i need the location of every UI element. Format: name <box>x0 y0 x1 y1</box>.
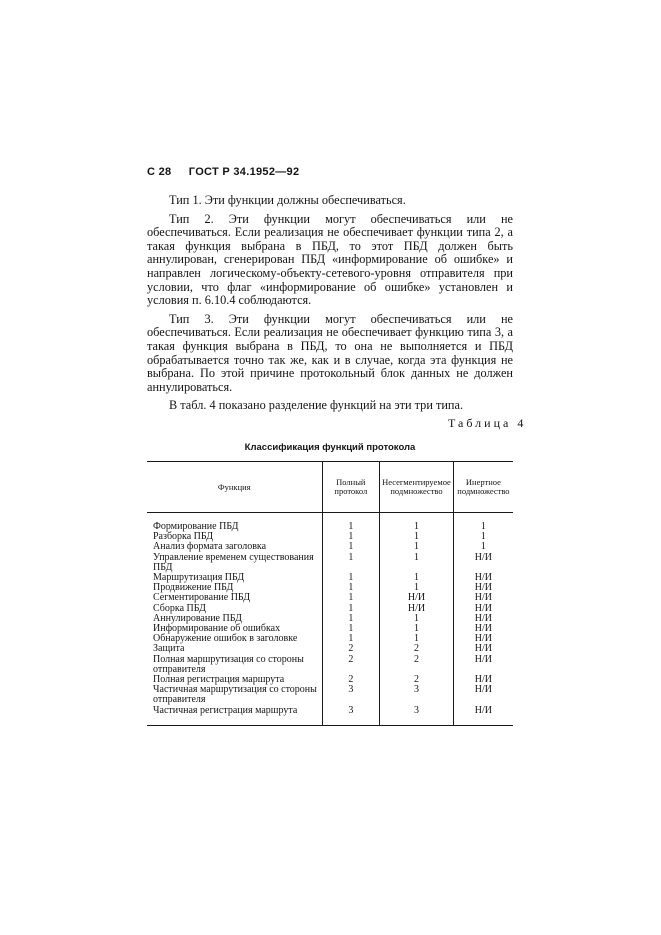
classification-cell: Н/И <box>453 593 513 603</box>
function-name-cell: Сегментирование ПБД <box>153 592 251 604</box>
classification-cell: 1 <box>453 513 513 533</box>
classification-cell: 1 <box>322 542 380 552</box>
function-name-cell: Защита <box>153 643 185 655</box>
classification-cell: Н/И <box>453 655 513 675</box>
function-name-cell: Полная маршрутизация со стороны отправителя <box>153 653 304 675</box>
function-name-cell: Аннулирование ПБД <box>153 612 242 624</box>
classification-cell: 1 <box>322 553 380 573</box>
column-header-inactive-subset: Инертное подмножество <box>453 462 513 513</box>
function-name-cell: Анализ формата заголовка <box>153 541 267 553</box>
classification-cell: Н/И <box>453 675 513 685</box>
table-row <box>147 655 513 675</box>
classification-cell: 1 <box>322 593 380 603</box>
classification-cell: 2 <box>322 644 380 654</box>
classification-cell: 1 <box>380 553 454 573</box>
classification-cell: Н/И <box>453 573 513 583</box>
paragraph-type-3: Тип 3. Эти функции могут обеспечиваться или не обеспечиваться. Если реализация не обеспечивает функцию типа 3, а такая функция выбрана в ПБД, то она не выполняется и ПБД обрабатывается точно так же, как и в случае, когда эта функция не выбрана. По этой причине протокольный блок данных не должен аннулироваться. <box>147 311 513 394</box>
classification-cell: 2 <box>380 644 454 654</box>
classification-cell: 1 <box>322 532 380 542</box>
protocol-functions-table <box>147 461 513 726</box>
standard-number: ГОСТ Р 34.1952—92 <box>188 166 300 178</box>
function-name-cell: Полная регистрация маршрута <box>153 674 285 686</box>
function-name-cell: Частичная маршрутизация со стороны отправителя <box>153 684 317 706</box>
classification-cell: 3 <box>380 706 454 726</box>
classification-cell: Н/И <box>453 706 513 726</box>
classification-cell: 1 <box>380 614 454 624</box>
paragraph-type-2: Тип 2. Эти функции могут обеспечиваться или не обеспечиваться. Если реализация не обеспечивает функции типа 2, а такая функция выбрана в ПБД, то этот ПБД должен быть аннулирован, сгенерирован ПБД «информирование об ошибке» и направлен логическому-объекту-сетевого-уровня отправителя при условии, что флаг «информирование об ошибке» установлен и условия п. 6.10.4 соблюдаются. <box>147 211 513 308</box>
classification-cell: 1 <box>380 542 454 552</box>
classification-cell: 3 <box>322 706 380 726</box>
table-header-row <box>147 462 513 513</box>
column-header-function: Функция <box>147 462 322 513</box>
classification-cell: 1 <box>380 532 454 542</box>
function-name-cell: Частичная регистрация маршрута <box>147 706 322 726</box>
classification-cell: Н/И <box>453 583 513 593</box>
classification-cell: 2 <box>322 655 380 675</box>
function-name-cell: Информирование об ошибках <box>153 623 281 635</box>
column-header-full-protocol: Полный протокол <box>322 462 380 513</box>
classification-cell: 1 <box>380 634 454 644</box>
classification-cell: 3 <box>322 685 380 705</box>
classification-cell: 1 <box>322 513 380 533</box>
page-header <box>147 166 299 178</box>
classification-cell: Н/И <box>380 593 454 603</box>
function-name-cell: Управление временем существования ПБД <box>153 551 314 573</box>
classification-cell: 1 <box>322 604 380 614</box>
classification-cell: Н/И <box>453 624 513 634</box>
table-row <box>147 706 513 726</box>
classification-cell: 1 <box>322 583 380 593</box>
classification-cell: Н/И <box>453 604 513 614</box>
body-text <box>147 194 513 418</box>
classification-cell: Н/И <box>453 644 513 654</box>
classification-cell: 2 <box>380 655 454 675</box>
classification-cell: 1 <box>380 573 454 583</box>
classification-cell: 2 <box>322 675 380 685</box>
classification-cell: 1 <box>453 532 513 542</box>
function-name-cell: Продвижение ПБД <box>153 582 234 594</box>
classification-cell: Н/И <box>453 553 513 573</box>
classification-cell: 1 <box>322 614 380 624</box>
table-title: Классификация функций протокола <box>244 442 416 453</box>
classification-cell: 1 <box>380 624 454 634</box>
function-name-cell: Маршрутизация ПБД <box>153 572 245 584</box>
classification-cell: 2 <box>380 675 454 685</box>
paragraph-type-1: Тип 1. Эти функции должны обеспечиваться. <box>169 193 406 207</box>
classification-cell: 1 <box>322 634 380 644</box>
classification-cell: 3 <box>380 685 454 705</box>
table-row <box>147 553 513 573</box>
table-row <box>147 513 513 533</box>
function-name-cell: Формирование ПБД <box>153 521 239 532</box>
classification-cell: 1 <box>380 513 454 533</box>
classification-cell: Н/И <box>453 614 513 624</box>
function-name-cell: Разборка ПБД <box>153 531 214 543</box>
function-name-cell: Обнаружение ошибок в заголовке <box>153 633 298 645</box>
classification-cell: Н/И <box>453 685 513 705</box>
classification-cell: 1 <box>380 583 454 593</box>
classification-cell: Н/И <box>453 634 513 644</box>
table-body <box>147 513 513 726</box>
table-row <box>147 634 513 644</box>
page-number: С 28 <box>147 166 172 178</box>
paragraph-table-reference: В табл. 4 показано разделение функций на эти три типа. <box>169 398 464 413</box>
table-label: Таблица 4 <box>448 416 527 430</box>
classification-cell: 1 <box>322 624 380 634</box>
classification-cell: Н/И <box>380 604 454 614</box>
classification-cell: 1 <box>322 573 380 583</box>
table-row <box>147 685 513 705</box>
classification-cell: 1 <box>453 542 513 552</box>
column-header-nonsegmenting-subset: Несегментируемое подмножество <box>380 462 454 513</box>
function-name-cell: Сборка ПБД <box>153 602 206 614</box>
